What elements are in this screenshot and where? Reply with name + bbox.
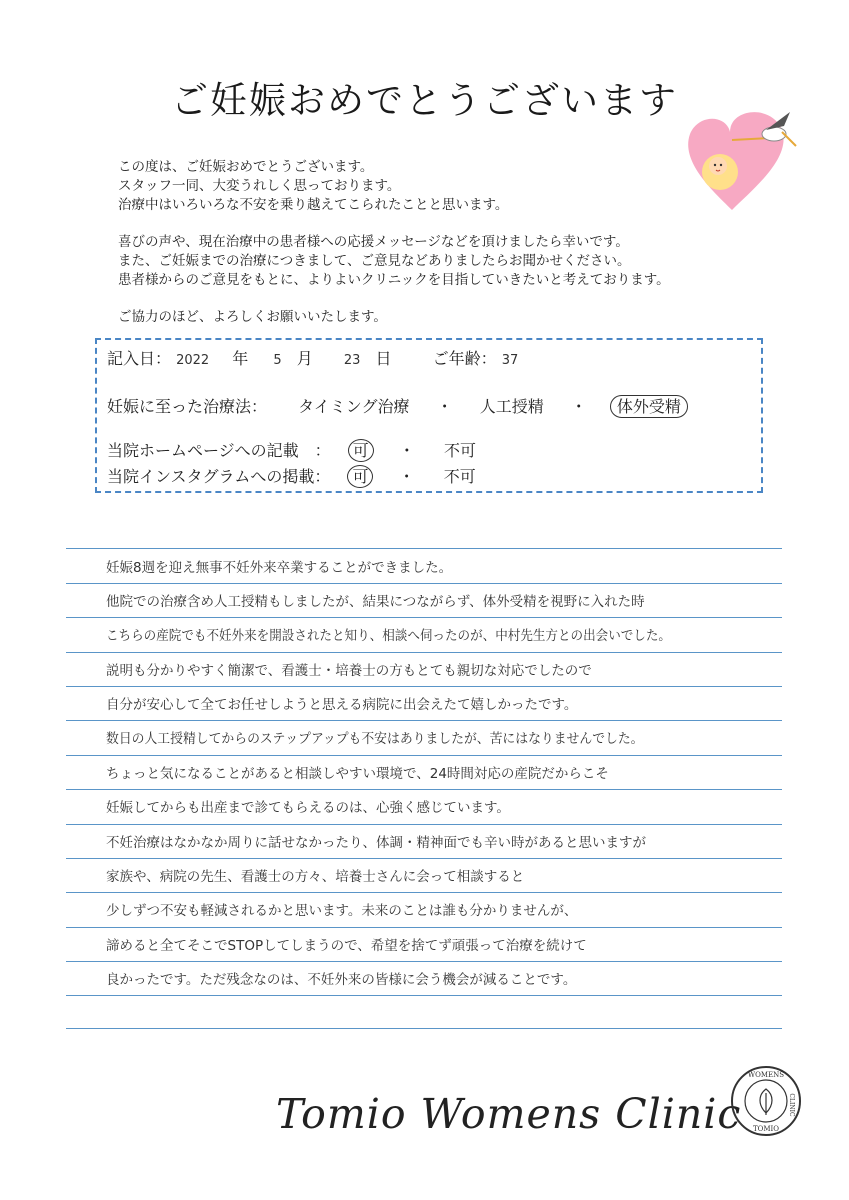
ruled-line (66, 927, 782, 928)
intro-line: スタッフ一同、大変うれしく思っております。 (118, 178, 401, 194)
ruled-line (66, 858, 782, 859)
ruled-line (66, 686, 782, 687)
seal-text-right: CLINIC (788, 1093, 795, 1117)
handwritten-message (66, 548, 782, 1028)
separator: ・ (570, 397, 587, 416)
message-line: 妊娠してからも出産まで診てもらえるのは、心強く感じています。 (106, 800, 510, 816)
intro-line: 喜びの声や、現在治療中の患者様への応援メッセージなどを頂けましたら幸いです。 (118, 234, 629, 250)
ruled-line (66, 824, 782, 825)
intro-message (118, 158, 738, 327)
ruled-line (66, 652, 782, 653)
instagram-allow-selected[interactable]: 可 (347, 465, 373, 488)
day-unit: 日 (375, 349, 392, 368)
date-age-row (107, 346, 518, 369)
ruled-line (66, 789, 782, 790)
intro-line: また、ご妊娠までの治療につきまして、ご意見などありましたらお聞かせください。 (118, 253, 631, 269)
treatment-row (107, 394, 688, 417)
treatment-label: 妊娠に至った治療法： (107, 397, 268, 416)
intro-line: ご協力のほど、よろしくお願いいたします。 (118, 309, 387, 325)
survey-form (95, 338, 763, 493)
treatment-option-iui[interactable]: 人工授精 (479, 397, 544, 416)
ruled-line (66, 995, 782, 996)
ruled-line (66, 720, 782, 721)
ruled-line (66, 548, 782, 549)
instagram-label: 当院インスタグラムへの掲載： (107, 467, 331, 486)
message-line: ちょっと気になることがあると相談しやすい環境で、24時間対応の産院だからこそ (106, 766, 609, 782)
instagram-permission-row (107, 464, 476, 487)
intro-line: 患者様からのご意見をもとに、よりよいクリニックを目指していきたいと考えております。 (118, 272, 670, 288)
ruled-line (66, 892, 782, 893)
ruled-line (66, 617, 782, 618)
treatment-option-timing[interactable]: タイミング治療 (298, 397, 410, 416)
message-line: 他院での治療含め人工授精もしましたが、結果につながらず、体外受精を視野に入れた時 (106, 594, 645, 610)
ruled-line (66, 583, 782, 584)
message-line: こちらの産院でも不妊外来を開設されたと知り、相談へ伺ったのが、中村先生方との出会いでした。 (106, 628, 671, 644)
month-unit: 月 (296, 349, 313, 368)
ruled-line (66, 961, 782, 962)
page-title: ご妊娠おめでとうございます (171, 79, 678, 122)
age-value: 37 (501, 353, 519, 368)
homepage-allow-selected[interactable]: 可 (348, 439, 374, 462)
seal-text-bottom: TOMIO (752, 1125, 780, 1133)
date-label: 記入日： (107, 349, 172, 368)
message-line: 妊娠8週を迎え無事不妊外来卒業することができました。 (106, 560, 453, 576)
message-line: 不妊治療はなかなか周りに話せなかったり、体調・精神面でも辛い時があると思いますが (106, 835, 646, 851)
separator: ・ (398, 441, 415, 460)
intro-line: 治療中はいろいろな不安を乗り越えてこられたことと思います。 (118, 197, 509, 213)
message-line: 家族や、病院の先生、看護士の方々、培養士さんに会って相談すると (106, 869, 525, 885)
age-label: ご年齢： (432, 349, 497, 368)
message-line: 説明も分かりやすく簡潔で、看護士・培養士の方もとても親切な対応でしたので (106, 663, 592, 679)
stork-body (762, 127, 786, 141)
separator: ・ (436, 397, 453, 416)
message-line: 自分が安心して全てお任せしようと思える病院に出会えたて嬉しかったです。 (106, 697, 578, 713)
message-line: 数日の人工授精してからのステップアップも不安はありましたが、苦にはなりませんでした。 (106, 731, 644, 747)
clinic-wordmark: Tomio Womens Clinic (276, 1090, 742, 1138)
homepage-permission-row (107, 438, 476, 461)
year-unit: 年 (232, 349, 249, 368)
ruled-line (66, 1028, 782, 1029)
homepage-deny[interactable]: 不可 (444, 441, 477, 460)
year-value: 2022 (176, 353, 210, 368)
homepage-label: 当院ホームページへの記載 ： (107, 441, 331, 460)
month-value: 5 (273, 353, 282, 368)
message-line: 諦めると全てそこでSTOPしてしまうので、希望を捨てず頑張って治療を続けて (106, 938, 587, 954)
clinic-seal-logo (730, 1065, 802, 1137)
treatment-option-ivf-selected[interactable]: 体外受精 (610, 395, 688, 418)
instagram-deny[interactable]: 不可 (443, 467, 476, 486)
message-line: 少しずつ不安も軽減されるかと思います。未来のことは誰も分かりませんが、 (106, 903, 578, 919)
day-value: 23 (343, 353, 361, 368)
message-line: 良かったです。ただ残念なのは、不妊外来の皆様に会う機会が減ることです。 (106, 972, 577, 988)
seal-text-top: WOMENS (747, 1071, 785, 1079)
separator: ・ (398, 467, 415, 486)
ruled-line (66, 755, 782, 756)
intro-line: この度は、ご妊娠おめでとうございます。 (118, 159, 374, 175)
